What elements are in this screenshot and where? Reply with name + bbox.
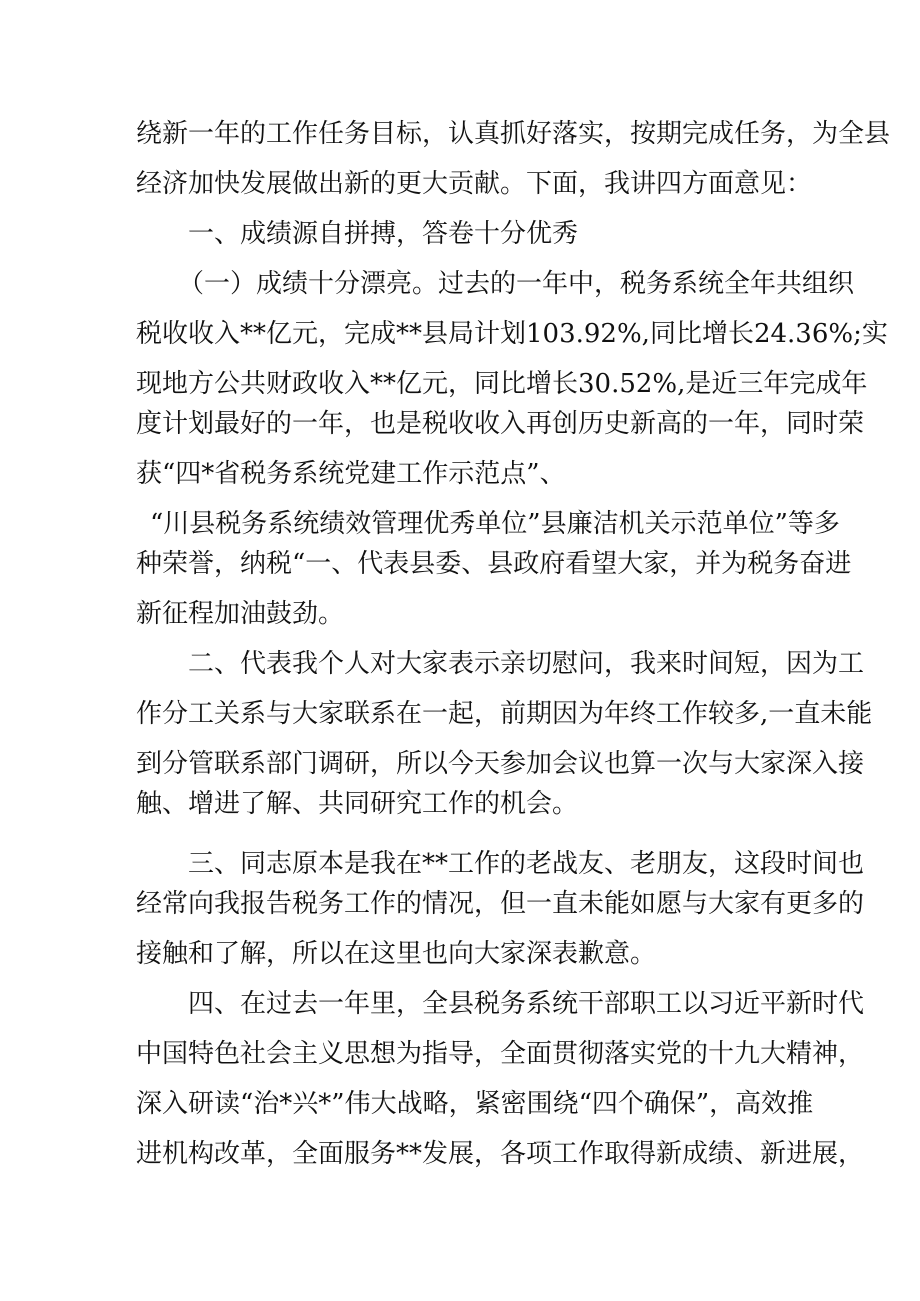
text-line: “川县税务系统绩效管理优秀单位”县廉洁机关示范单位”等多: [150, 509, 840, 539]
text-line: 经常向我报告税务工作的情况，但一直未能如愿与大家有更多的: [136, 889, 865, 919]
text-line: 进机构改革，全面服务**发展，各项工作取得新成绩、新进展，: [136, 1139, 865, 1169]
text-line: 四、在过去一年里，全县税务系统干部职工以习近平新时代: [188, 989, 865, 1019]
text-line: 接触和了解，所以在这里也向大家深表歉意。: [136, 939, 657, 969]
text-line: 获“四*省税务系统党建工作示范点”、: [136, 459, 566, 489]
text-line: 新征程加油鼓劲。: [136, 599, 345, 629]
text-line: 税收收入**亿元，完成**县局计划103.92%,同比增长24.36%;实: [136, 319, 888, 349]
text-line: 现地方公共财政收入**亿元，同比增长30.52%,是近三年完成年: [136, 369, 868, 399]
text-line: 作分工关系与大家联系在一起，前期因为年终工作较多,一直未能: [136, 699, 873, 729]
text-line: 度计划最好的一年，也是税收收入再创历史新高的一年，同时荣: [136, 409, 865, 439]
text-line: 到分管联系部门调研，所以今天参加会议也算一次与大家深入接: [136, 749, 865, 779]
section-heading: 一、成绩源自拼搏，答卷十分优秀: [188, 219, 579, 249]
text-line: 三、同志原本是我在**工作的老战友、老朋友，这段时间也: [188, 849, 865, 879]
text-line: 二、代表我个人对大家表示亲切慰问，我来时间短，因为工: [188, 649, 865, 679]
text-line: （一）成绩十分漂亮。过去的一年中，税务系统全年共组织: [178, 269, 855, 299]
text-line: 中国特色社会主义思想为指导，全面贯彻落实党的十九大精神，: [136, 1039, 865, 1069]
text-line: 绕新一年的工作任务目标，认真抓好落实，按期完成任务，为全县: [136, 119, 891, 149]
text-line: 经济加快发展做出新的更大贡献。下面，我讲四方面意见：: [136, 169, 813, 199]
text-line: 触、增进了解、共同研究工作的机会。: [136, 789, 579, 819]
text-line: 种荣誉，纳税“一、代表县委、县政府看望大家，并为税务奋进: [136, 549, 852, 579]
text-line: 深入研读“治*兴*”伟大战略，紧密围绕“四个确保”，高效推: [136, 1089, 814, 1119]
